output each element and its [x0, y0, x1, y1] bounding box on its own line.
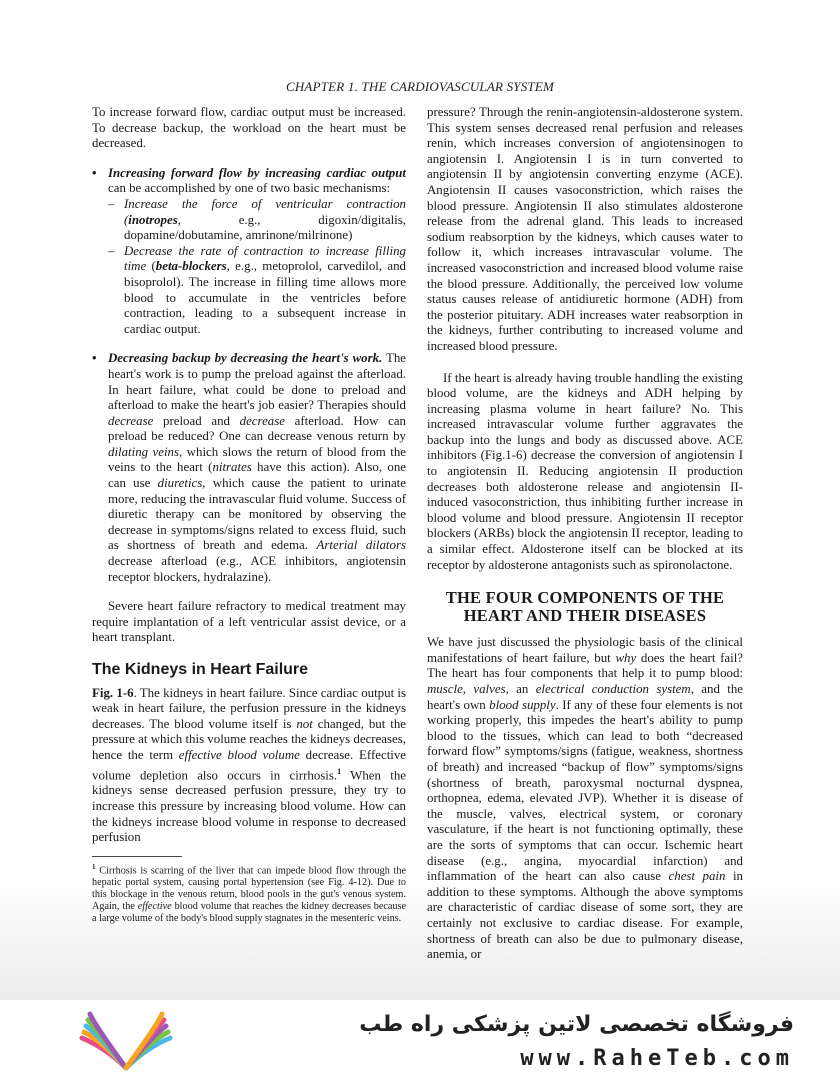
book-logo-icon [76, 1008, 176, 1074]
sub-text: , e.g., digoxin/digitalis, dopamine/dobutamine, amrinone/milrinone) [124, 212, 406, 243]
raas-paragraph: pressure? Through the renin-angiotensin-aldosterone system. This system senses decreased renal perfusion and releases renin, which increases conversion of angiotensinogen to angiotensin I. Angiotensin I is in turn converted to angiotensin II by angiotensin converting enzyme (ACE). Angiotensin II causes vasoconstriction, which raises the blood pressure. Angiotensin II also stimulates aldosterone release from the adrenal gland. This leads to increased sodium reabsorption by the kidneys, which causes water to follow it, which increases intravascular volume. The increased vasoconstriction and increased blood volume raise the blood pressure. Additionally, the perceived low volume status causes release of antidiuretic hormone (ADH) from the posterior pituitary. ADH increases water reabsorption in the kidneys, further contributing to increased volume and increased blood pressure. [427, 105, 743, 353]
sub-item-inotropes [92, 197, 406, 244]
footnote-number: 1 [92, 862, 96, 871]
sub-text: Decrease the rate of contraction to increase filling time [124, 243, 406, 274]
bullet-lead: Decreasing backup by decreasing the heart's work. [108, 351, 383, 366]
emph: valves [473, 682, 506, 696]
severe-paragraph: Severe heart failure refractory to medical treatment may require implantation of a left ventricular assist device, or a heart transplant. [92, 599, 406, 645]
emph: why [615, 650, 637, 665]
emph: blood supply [489, 697, 556, 712]
bullet-text: have this action). Also, one can use [108, 460, 407, 491]
para-text: changed, but the pressure at which this volume reaches the kidneys decreases, hence the term [92, 716, 406, 762]
emph: muscle [427, 682, 463, 696]
bullet-forward-flow [92, 166, 406, 197]
para-text: . The kidneys in heart failure. Since cardiac output is weak in heart failure, the perfusion pressure in the kidneys decreases. The blood volume itself is [92, 685, 406, 731]
emph: effective [137, 901, 172, 913]
bullet-text: The heart's work is to pump the preload against the afterload. In heart failure, what could be done to preload and afterload to make the heart's job easier? Therapies should [108, 351, 407, 413]
footnote-rule [92, 856, 182, 857]
section-heading: THE FOUR COMPONENTS OF THE HEART AND THEIR DISEASES [445, 588, 725, 626]
bullet-text: decrease afterload (e.g., ACE inhibitors, angiotensin receptor blockers, hydralazine). [108, 554, 406, 584]
footnote-marker: 1 [337, 766, 342, 776]
bullet-decreasing-backup [92, 351, 406, 585]
para-text: decrease. Effective volume depletion also occurs in cirrhosis. [92, 747, 407, 782]
bullet-mark: • [92, 165, 97, 180]
footnote [92, 861, 406, 925]
ace-paragraph: If the heart is already having trouble handling the existing blood volume, are the kidneys and ADH helping by increasing plasma volume in heart failure? No. This increased intravascular volume further aggravates the backup into the lungs and body as discussed above. ACE inhibitors (Fig.1-6) decrease the conversion of angiotensin I to angiotensin II. Reducing angiotensin II production decreases both aldosterone release and angiotensin II-induced vasoconstriction, thus inhibiting further increase in blood volume and blood pressure. Angiotensin II receptor blockers (ARBs) block the angiotensin II receptor, leading to a similar effect. Aldosterone itself can be blocked at its receptor by aldosterone antagonists such as spironolactone. [427, 370, 743, 572]
left-column [92, 105, 406, 925]
footnote-text: Cirrhosis is scarring of the liver that can impede blood flow through the hepatic portal system, causing portal hypertension (see Fig. 4-12). Due to this blockage in the venous return, blood pools in the gut's venous system. Again, the [92, 865, 406, 913]
figure-ref: Fig. 1-6 [92, 685, 134, 700]
chapter-header: CHAPTER 1. THE CARDIOVASCULAR SYSTEM [285, 79, 555, 94]
emph: electrical conduction system [535, 682, 691, 696]
para-text: in addition to these symptoms. Although the above symptoms are characteristic of cardiac disease of some sort, they are certainly not exclusive to cardiac disease. For example, shortness of breath can also be due to pulmonary disease, anemia, or [427, 869, 743, 962]
bullet-text: can be accomplished by one of two basic mechanisms: [108, 181, 391, 196]
kidneys-heading: The Kidneys in Heart Failure [92, 661, 309, 678]
emph: Arterial dilators [316, 538, 406, 553]
bullet-text: , which slows the return of blood from the veins to the heart ( [108, 444, 406, 475]
intro-paragraph: To increase forward flow, cardiac output must be increased. To decrease backup, the workload on the heart must be decreased. [92, 105, 406, 151]
emph: nitrates [212, 460, 252, 475]
sub-item-beta-blockers [92, 244, 406, 338]
sub-term: inotropes [128, 212, 178, 227]
components-paragraph [427, 635, 743, 962]
emph: chest pain [668, 869, 726, 884]
para-text: , [462, 682, 474, 696]
emph: decrease [108, 413, 154, 428]
emph: dilating veins [108, 444, 180, 459]
dash-mark: – [108, 243, 115, 258]
para-text: When the kidneys sense decreased perfusion pressure, they try to increase this pressure by increasing blood volume. How can the kidneys increase blood volume in response to decreased perfusion [92, 767, 406, 845]
emph: not [296, 716, 313, 731]
footnote-text: blood volume that reaches the kidney decreases because a large volume of the body's blood supply stagnates in the mesenteric veins. [92, 901, 407, 925]
para-text: , and the heart's own [427, 682, 744, 712]
watermark-url: www.RaheTeb.com [520, 1046, 794, 1071]
para-text: , an [505, 682, 536, 696]
dash-mark: – [108, 196, 115, 211]
para-text: We have just discussed the physiologic basis of the clinical manifestations of heart failure, but [427, 635, 743, 665]
sub-text: Increase the force of ventricular contraction ( [124, 196, 406, 227]
bullet-lead: Increasing forward flow by increasing cardiac output [108, 165, 406, 180]
sub-text: , e.g., metoprolol, carvedilol, and bisoprolol). The increase in filling time allows more blood to accumulate in the ventricles before contraction, leading to a subsequent increase in cardiac output. [124, 259, 407, 336]
emph: diuretics [157, 476, 203, 491]
kidneys-paragraph [92, 686, 406, 846]
bullet-text: afterload. How can preload be reduced? One can decrease venous return by [108, 413, 406, 444]
bullet-text: preload and [153, 413, 240, 428]
emph: effective blood volume [178, 747, 300, 762]
watermark-persian-text: فروشگاه تخصصی لاتین پزشکی راه طب [359, 1012, 794, 1037]
sub-term: beta-blockers [155, 259, 227, 274]
right-column [427, 105, 743, 963]
para-text: does the heart fail? The heart has four components that help it to pump blood: [427, 650, 744, 681]
sub-text: ( [146, 259, 156, 274]
emph: decrease [239, 413, 285, 428]
bullet-mark: • [92, 351, 97, 366]
bullet-text: , which cause the patient to urinate more, reducing the intravascular fluid volume. Success of diuretic therapy can be monitored by observing the decrease in symptoms/signs related to excess fluid, such as shortness of breath and edema. [108, 476, 406, 553]
para-text: . If any of these four elements is not working properly, this impedes the heart's ability to pump blood to the tissues, which can lead to both “decreased forward flow” symptoms/signs (fatigue, weakness, shortness of breath) and increased “backup of flow” symptoms/signs (shortness of breath, paroxysmal nocturnal dyspnea, orthopnea, edema, elevated JVP). Whether it is disease of the muscle, valves, electrical system, or coronary vasculature, if the heart is not functioning optimally, these are the sorts of symptoms that can occur. Ischemic heart disease (e.g., angina, myocardial infarction) and inflammation of the heart can also cause [427, 697, 743, 884]
